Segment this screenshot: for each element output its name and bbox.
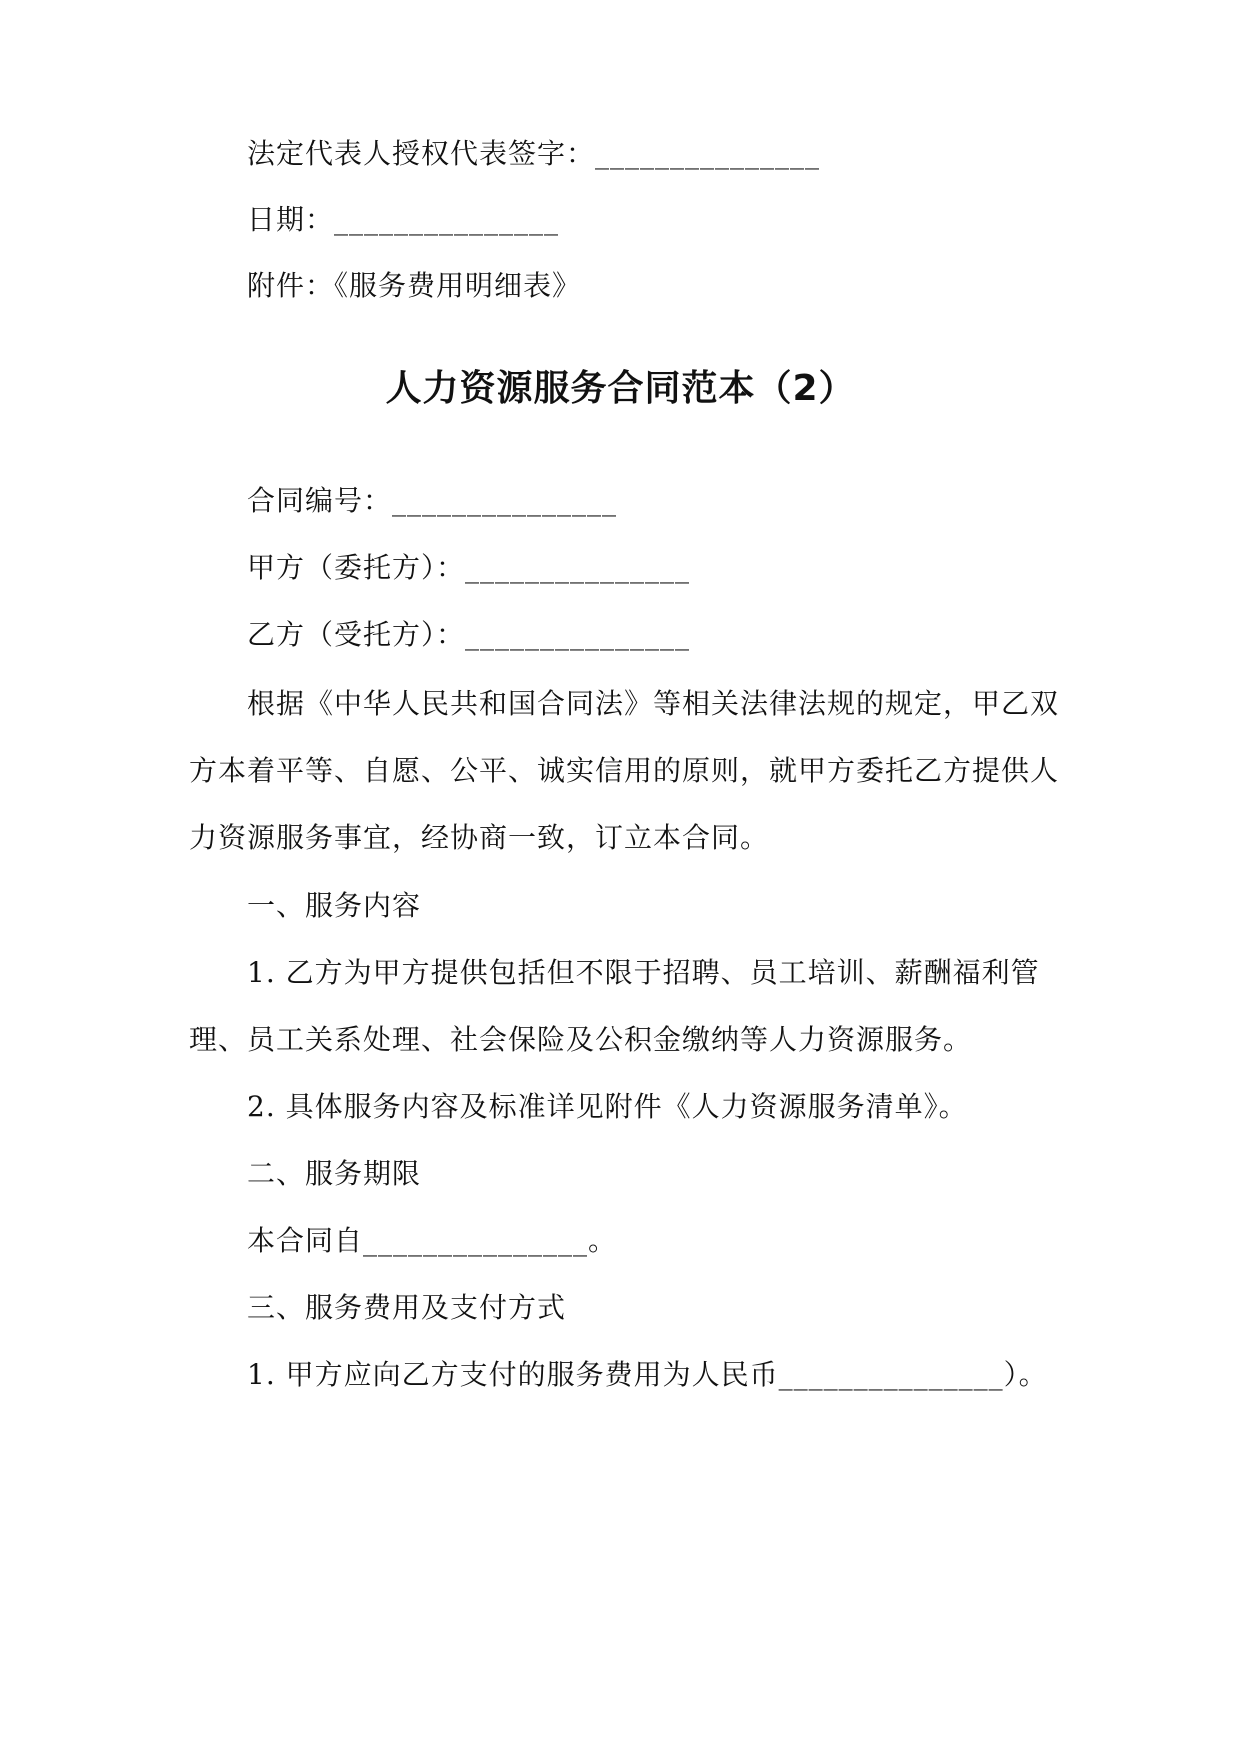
section-3-heading: 三、服务费用及支付方式: [247, 1291, 567, 1324]
preamble-line-1: 根据《中华人民共和国合同法》等相关法律法规的规定，甲乙双: [247, 687, 1060, 720]
party-b-field: 乙方（受托方）：_______________: [247, 618, 691, 651]
contract-number-field: 合同编号：_______________: [247, 484, 618, 517]
section-1-item-2: 2. 具体服务内容及标准详见附件《人力资源服务清单》。: [247, 1090, 968, 1123]
section-1-heading: 一、服务内容: [247, 889, 422, 922]
date-line: 日期：_______________: [247, 203, 560, 236]
attachment-line: 附件：《服务费用明细表》: [247, 269, 582, 302]
section-2-text: 本合同自_______________。: [247, 1224, 618, 1257]
section-2-heading: 二、服务期限: [247, 1157, 422, 1190]
document-title: 人力资源服务合同范本（2）: [385, 368, 856, 409]
preamble-line-3: 力资源服务事宜，经协商一致，订立本合同。: [189, 821, 770, 854]
section-3-item-1: 1. 甲方应向乙方支付的服务费用为人民币_______________）。: [247, 1358, 1048, 1391]
party-a-field: 甲方（委托方）：_______________: [247, 551, 691, 584]
section-1-item-1-line-2: 理、员工关系处理、社会保险及公积金缴纳等人力资源服务。: [189, 1023, 973, 1056]
preamble-line-2: 方本着平等、自愿、公平、诚实信用的原则，就甲方委托乙方提供人: [189, 754, 1060, 787]
signature-line: 法定代表人授权代表签字：_______________: [247, 137, 821, 170]
section-1-item-1-line-1: 1. 乙方为甲方提供包括但不限于招聘、员工培训、薪酬福利管: [247, 956, 1040, 989]
